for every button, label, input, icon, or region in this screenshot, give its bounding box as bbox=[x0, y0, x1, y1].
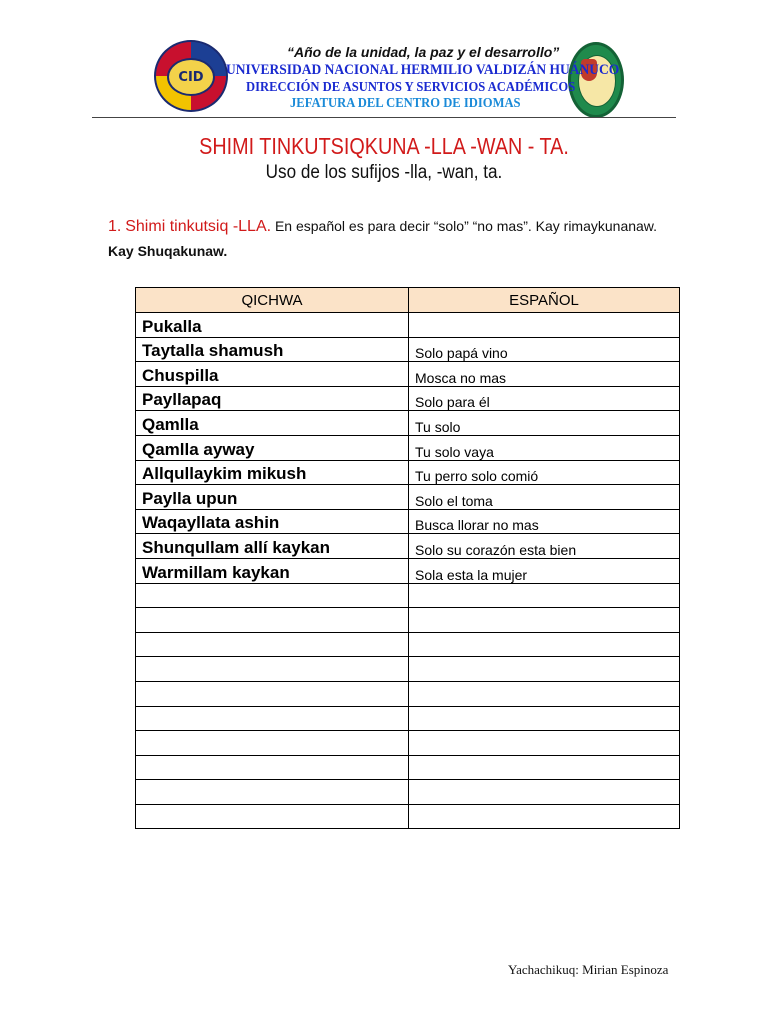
teacher-credit: Yachachikuq: Mirian Espinoza bbox=[508, 962, 669, 977]
espanol-cell: Busca llorar no mas bbox=[409, 509, 680, 534]
espanol-cell bbox=[409, 706, 680, 731]
espanol-cell bbox=[409, 755, 680, 780]
university-name: UNIVERSIDAD NACIONAL HERMILIO VALDIZÁN HUÁNUCO bbox=[226, 62, 620, 78]
qichwa-cell: Waqayllata ashin bbox=[136, 509, 409, 534]
table-row bbox=[136, 411, 680, 436]
table-row bbox=[136, 755, 680, 780]
qichwa-cell bbox=[136, 755, 409, 780]
column-header-qichwa: QICHWA bbox=[136, 288, 409, 313]
qichwa-cell: Qamlla ayway bbox=[136, 435, 409, 460]
exercise-text: En español es para decir “solo” “no mas”. Kay rimaykunanaw. bbox=[274, 218, 658, 234]
espanol-cell bbox=[409, 731, 680, 756]
exercise-lead: Shimi tinkutsiq -LLA. bbox=[125, 218, 272, 235]
page-title: SHIMI TINKUTSIQKUNA -LLA -WAN - TA. bbox=[199, 133, 569, 159]
table-row bbox=[136, 632, 680, 657]
university-logo-left bbox=[154, 40, 228, 112]
qichwa-cell: Allqullaykim mikush bbox=[136, 460, 409, 485]
espanol-cell: Mosca no mas bbox=[409, 362, 680, 387]
espanol-cell: Sola esta la mujer bbox=[409, 558, 680, 583]
qichwa-cell: Pukalla bbox=[136, 313, 409, 338]
qichwa-cell: Chuspilla bbox=[136, 362, 409, 387]
directorate-name: DIRECCIÓN DE ASUNTOS Y SERVICIOS ACADÉMICOS bbox=[246, 80, 576, 95]
qichwa-cell bbox=[136, 804, 409, 829]
espanol-cell: Solo para él bbox=[409, 386, 680, 411]
qichwa-cell bbox=[136, 632, 409, 657]
university-seal-right bbox=[568, 42, 624, 118]
table-row bbox=[136, 608, 680, 633]
table-row bbox=[136, 460, 680, 485]
table-row bbox=[136, 681, 680, 706]
espanol-cell bbox=[409, 657, 680, 682]
table-row bbox=[136, 337, 680, 362]
espanol-cell bbox=[409, 632, 680, 657]
page-subtitle: Uso de los sufijos -lla, -wan, ta. bbox=[265, 162, 503, 183]
espanol-cell: Solo el toma bbox=[409, 485, 680, 510]
table-row bbox=[136, 386, 680, 411]
table-row bbox=[136, 731, 680, 756]
qichwa-cell: Warmillam kaykan bbox=[136, 558, 409, 583]
espanol-cell bbox=[409, 780, 680, 805]
exercise-bold: Kay Shuqakunaw. bbox=[108, 243, 228, 259]
cid-emblem: CID bbox=[167, 58, 215, 96]
espanol-cell: Solo su corazón esta bien bbox=[409, 534, 680, 559]
table-row bbox=[136, 313, 680, 338]
espanol-cell: Tu perro solo comió bbox=[409, 460, 680, 485]
qichwa-cell: Payllapaq bbox=[136, 386, 409, 411]
qichwa-cell: Qamlla bbox=[136, 411, 409, 436]
espanol-cell bbox=[409, 583, 680, 608]
qichwa-cell: Taytalla shamush bbox=[136, 337, 409, 362]
table-row bbox=[136, 509, 680, 534]
header-divider bbox=[92, 117, 676, 118]
table-row bbox=[136, 485, 680, 510]
espanol-cell bbox=[409, 313, 680, 338]
qichwa-cell bbox=[136, 780, 409, 805]
column-header-espanol: ESPAÑOL bbox=[409, 288, 680, 313]
espanol-cell: Tu solo vaya bbox=[409, 435, 680, 460]
qichwa-cell bbox=[136, 681, 409, 706]
table-row bbox=[136, 657, 680, 682]
qichwa-cell bbox=[136, 608, 409, 633]
office-name: JEFATURA DEL CENTRO DE IDIOMAS bbox=[290, 96, 521, 111]
table-row bbox=[136, 435, 680, 460]
table-row bbox=[136, 780, 680, 805]
qichwa-cell bbox=[136, 657, 409, 682]
vocabulary-table bbox=[135, 287, 680, 829]
table-header-row bbox=[136, 288, 680, 313]
espanol-cell bbox=[409, 681, 680, 706]
exercise-number: 1. bbox=[108, 218, 122, 235]
qichwa-cell bbox=[136, 706, 409, 731]
table-row bbox=[136, 558, 680, 583]
table-row bbox=[136, 362, 680, 387]
qichwa-cell: Shunqullam allí kaykan bbox=[136, 534, 409, 559]
table-row bbox=[136, 534, 680, 559]
espanol-cell bbox=[409, 804, 680, 829]
espanol-cell: Tu solo bbox=[409, 411, 680, 436]
qichwa-cell bbox=[136, 731, 409, 756]
table-row bbox=[136, 706, 680, 731]
qichwa-cell: Paylla upun bbox=[136, 485, 409, 510]
exercise-instruction bbox=[108, 214, 668, 264]
year-motto: “Año de la unidad, la paz y el desarrollo” bbox=[287, 44, 560, 60]
table-row bbox=[136, 583, 680, 608]
espanol-cell: Solo papá vino bbox=[409, 337, 680, 362]
qichwa-cell bbox=[136, 583, 409, 608]
table-row bbox=[136, 804, 680, 829]
espanol-cell bbox=[409, 608, 680, 633]
